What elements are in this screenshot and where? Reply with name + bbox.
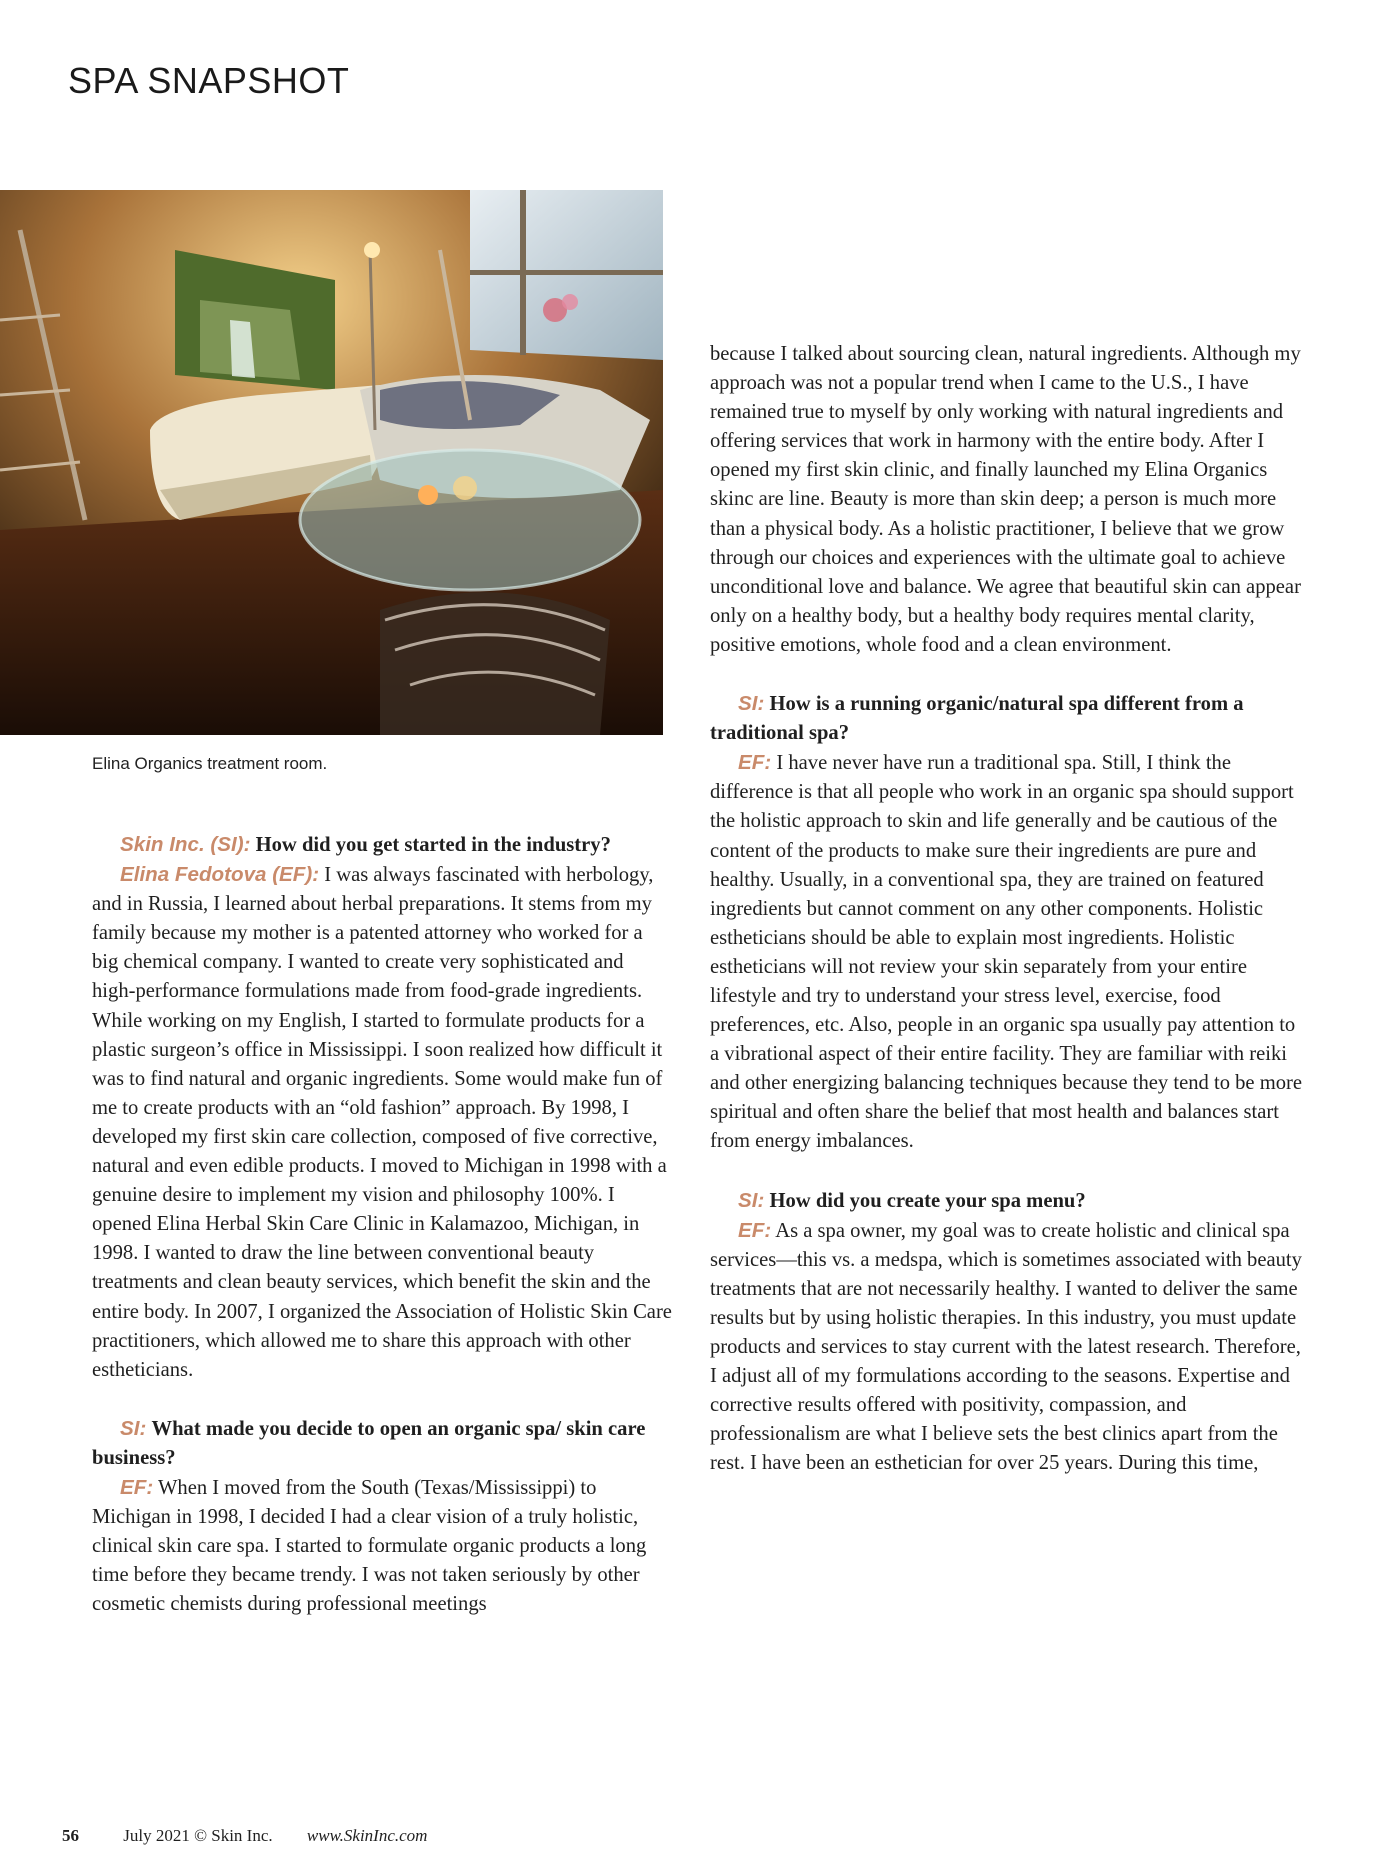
question-text: How did you get started in the industry?: [255, 834, 611, 856]
interview-column-right: [710, 340, 1305, 1478]
question-paragraph: [92, 830, 672, 860]
interview-column-left: [92, 830, 672, 1619]
question-text: How is a running organic/natural spa different from a traditional spa?: [710, 693, 1244, 745]
speaker-label: EF:: [120, 1475, 154, 1499]
speaker-label: SI:: [738, 1188, 765, 1212]
page-number: 56: [62, 1826, 79, 1845]
treatment-room-photo: [0, 190, 663, 735]
answer-paragraph: [92, 860, 672, 1385]
speaker-label: SI:: [120, 1416, 147, 1440]
website-link[interactable]: www.SkinInc.com: [306, 1826, 428, 1845]
question-paragraph: [710, 689, 1305, 748]
question-text: What made you decide to open an organic spa/ skin care business?: [92, 1417, 646, 1469]
page-footer: [62, 1826, 457, 1846]
issue-line: July 2021 © Skin Inc.: [123, 1826, 273, 1845]
speaker-label: EF:: [738, 1218, 772, 1242]
section-title: SPA SNAPSHOT: [68, 60, 350, 101]
answer-text: because I talked about sourcing clean, natural ingredients. Although my approach was not a popular trend when I came to the U.S., I have remained true to myself by only working with natural ingredients and offering services that work in harmony with the entire body. After I opened my first skin clinic, and finally launched my Elina Organics skinc are line. Beauty is more than skin deep; a person is much more than a physical body. As a holistic practitioner, I believe that we grow through our choices and experiences with the ultimate goal to achieve unconditional love and balance. We agree that beautiful skin can appear only on a healthy body, but a healthy body requires mental clarity, positive emotions, whole food and a clean environment.: [710, 343, 1301, 656]
question-paragraph: [92, 1414, 672, 1473]
answer-continuation-paragraph: [710, 340, 1305, 660]
treatment-room-image: [0, 190, 663, 735]
answer-paragraph: [710, 1216, 1305, 1479]
answer-text: I have never have run a traditional spa. Still, I think the difference is that all people who work in an organic spa should support the holistic approach to skin and life generally and be cautious of the content of the products to make sure their ingredients are pure and healthy. Usually, in a conventional spa, they are trained on featured ingredients but cannot comment on any other components. Holistic estheticians should be able to explain most ingredients. Holistic estheticians will not review your skin separately from your entire lifestyle and try to understand your stress level, exercise, food preferences, etc. Also, people in an organic spa usually pay attention to a vibrational aspect of their entire facility. They are familiar with reiki and other energizing balancing techniques because they tend to be more spiritual and often share the belief that most health and balances start from energy imbalances.: [710, 752, 1303, 1153]
answer-text: I was always fascinated with herbology, and in Russia, I learned about herbal preparations. It stems from my family because my mother is a patented attorney who worked for a big chemical company. I wanted to create very sophisticated and high-performance formulations made from food-grade ingredients. While working on my English, I started to formulate products for a plastic surgeon’s office in Mississippi. I soon realized how difficult it was to find natural and organic ingredients. Some would make fun of me to create products with an “old fashion” approach. By 1998, I developed my first skin care collection, composed of five corrective, natural and even edible products. I moved to Michigan in 1998 with a genuine desire to implement my vision and philosophy 100%. I opened Elina Herbal Skin Care Clinic in Kalamazoo, Michigan, in 1998. I wanted to draw the line between conventional beauty treatments and clean beauty services, which benefit the skin and the entire body. In 2007, I organized the Association of Holistic Skin Care practitioners, which allowed me to share this approach with other estheticians.: [92, 864, 672, 1381]
speaker-label: Skin Inc. (SI):: [120, 833, 251, 856]
photo-caption: Elina Organics treatment room.: [92, 754, 328, 773]
answer-paragraph: [710, 748, 1305, 1156]
question-text: How did you create your spa menu?: [769, 1189, 1086, 1212]
answer-paragraph: [92, 1473, 672, 1619]
answer-text: When I moved from the South (Texas/Mississippi) to Michigan in 1998, I decided I had a clear vision of a truly holistic, clinical skin care spa. I started to formulate organic products a long time before they became trendy. I was not taken seriously by other cosmetic chemists during professional meetings: [92, 1476, 647, 1616]
speaker-label: SI:: [738, 692, 765, 716]
speaker-label: Elina Fedotova (EF):: [120, 863, 320, 887]
answer-text: As a spa owner, my goal was to create holistic and clinical spa services—this vs. a medspa, which is sometimes associated with beauty treatments that are not necessarily healthy. I wanted to deliver the same results but by using holistic therapies. In this industry, you must update products and services to stay current with the latest research. Therefore, I adjust all of my formulations according to the seasons. Expertise and corrective results offered with positivity, compassion, and professionalism are what I believe sets the best clinics apart from the rest. I have been an esthetician for over 25 years. During this time,: [710, 1219, 1302, 1475]
speaker-label: EF:: [738, 751, 772, 775]
question-paragraph: [710, 1186, 1305, 1216]
